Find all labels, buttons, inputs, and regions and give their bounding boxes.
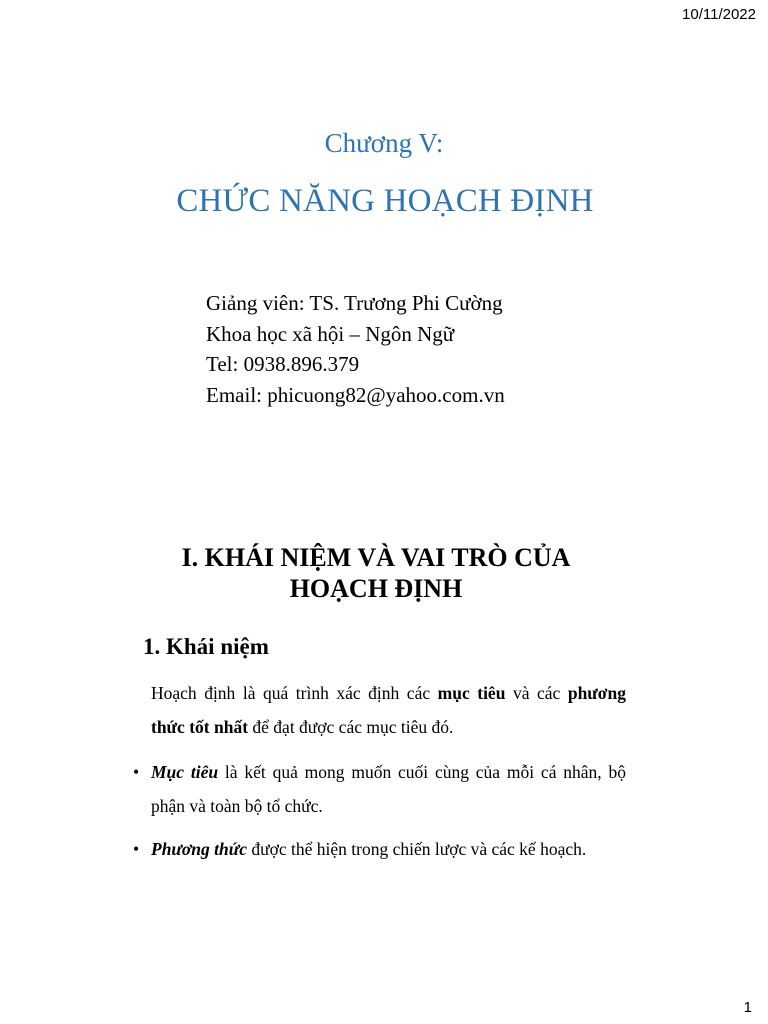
- definition-text: để đạt được các mục tiêu đó.: [248, 717, 454, 737]
- definition-paragraph: [151, 676, 626, 744]
- section-title-line2: HOẠCH ĐỊNH: [289, 574, 463, 603]
- bullet-text: [151, 755, 626, 823]
- bullet-method: [133, 832, 626, 866]
- bullet-text: [151, 832, 626, 866]
- page-number: 1: [743, 999, 752, 1016]
- bullet-term: Phương thức: [151, 839, 248, 859]
- bullet-goal: [133, 755, 626, 823]
- definition-term-method: phương thức tốt nhất: [151, 683, 626, 737]
- chapter-title: CHỨC NĂNG HOẠCH ĐỊNH: [176, 183, 594, 219]
- definition-text: và các: [505, 683, 568, 703]
- chapter-label: Chương V:: [324, 128, 444, 158]
- email: Email: phicuong82@yahoo.com.vn: [206, 382, 505, 407]
- department: Khoa học xã hội – Ngôn Ngữ: [206, 321, 455, 346]
- definition-term-goal: mục tiêu: [437, 683, 506, 703]
- bullet-marker: •: [133, 839, 140, 859]
- phone: Tel: 0938.896.379: [206, 352, 360, 376]
- definition-text: Hoạch định là quá trình xác định các: [151, 683, 438, 703]
- section-title-line1: I. KHÁI NIỆM VÀ VAI TRÒ CỦA: [181, 543, 571, 572]
- section-title: [0, 542, 752, 604]
- bullet-term: Mục tiêu: [151, 762, 219, 782]
- slide-concept: [0, 512, 768, 1024]
- bullet-body: là kết quả mong muốn cuối cùng của mỗi cá nhân, bộ phận và toàn bộ tổ chức.: [151, 762, 626, 816]
- lecturer-name: Giảng viên: TS. Trương Phi Cường: [206, 291, 503, 315]
- subsection-title: 1. Khái niệm: [143, 634, 269, 659]
- date-stamp: 10/11/2022: [682, 6, 756, 23]
- bullet-marker: •: [133, 762, 140, 782]
- lecturer-info: [206, 288, 505, 410]
- bullet-body: được thể hiện trong chiến lược và các kế hoạch.: [247, 839, 587, 859]
